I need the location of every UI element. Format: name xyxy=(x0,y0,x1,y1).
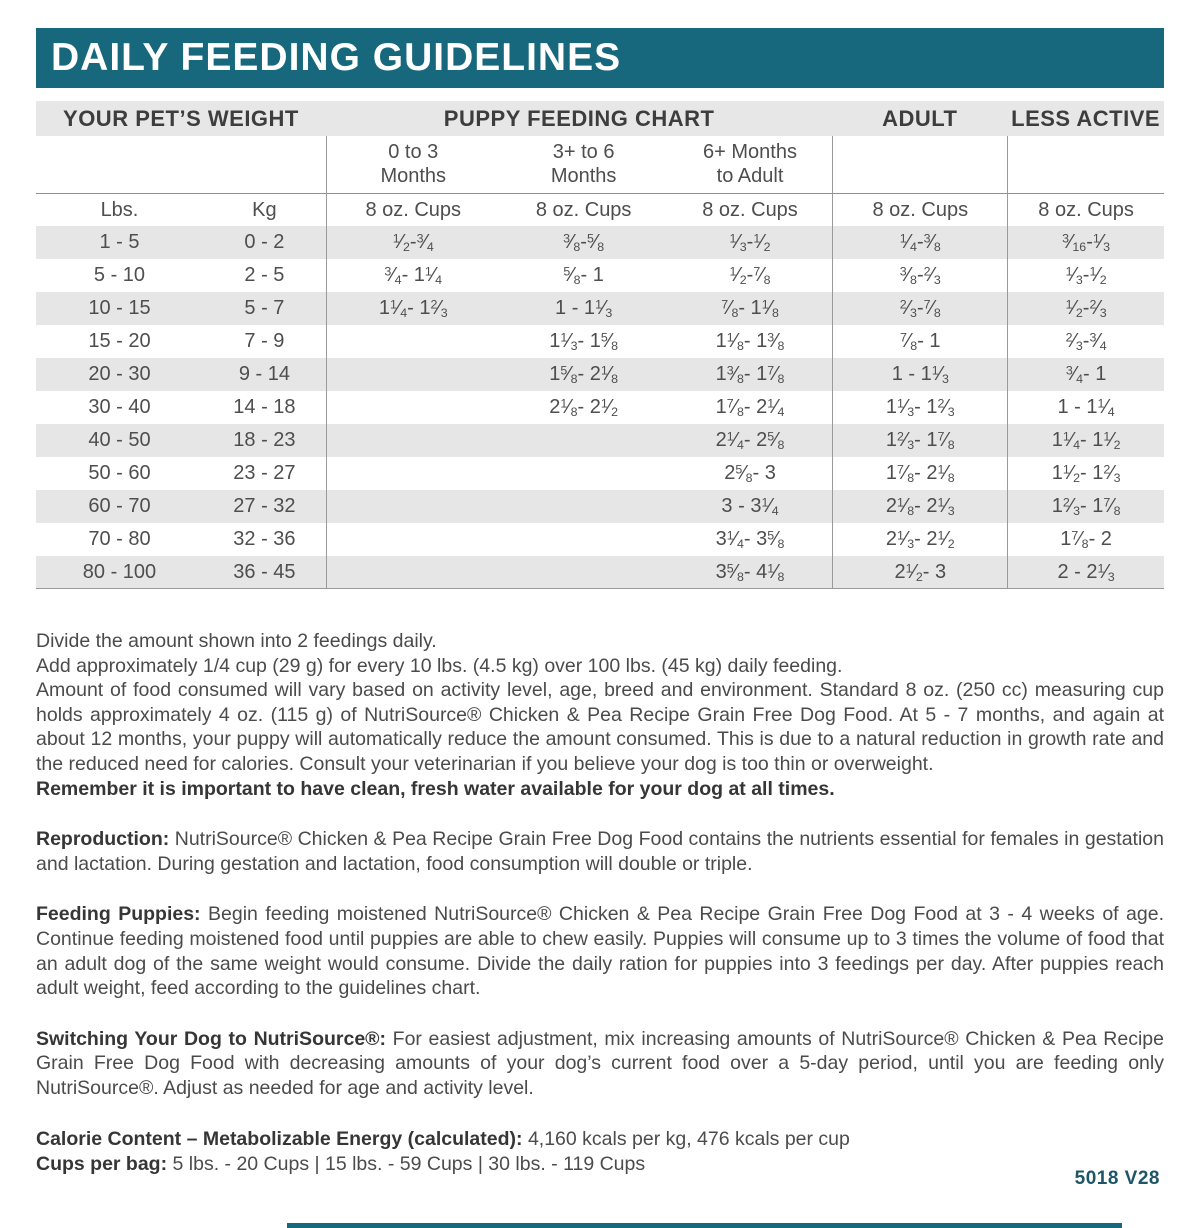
cell-m0_3: 1 $^1⁄_4$ - 1 $^2⁄_3$ xyxy=(326,292,500,325)
cell-adult: $^2⁄_3$ - $^7⁄_8$ xyxy=(832,292,1007,325)
cell-m0_3 xyxy=(326,424,500,457)
unit-header-kg: Kg xyxy=(203,193,326,226)
cell-m6_adult: 1 $^3⁄_8$ - 1 $^7⁄_8$ xyxy=(668,358,833,391)
period-6-months-adult: 6+ Months to Adult xyxy=(703,140,797,187)
cell-m6_adult: $^1⁄_3$ - $^1⁄_2$ xyxy=(668,226,833,259)
cell-m3_6: 1 - 1 $^1⁄_3$ xyxy=(500,292,668,325)
reproduction-text: NutriSource® Chicken & Pea Recipe Grain Free Dog Food contains the nutrients essential for females in gestation and lactation. During gestation and lactation, food consumption will double or triple. xyxy=(36,828,1164,875)
feeding-puppies-text: Begin feeding moistened NutriSource® Chicken & Pea Recipe Grain Free Dog Food at 3 - 4 weeks of age. Continue feeding moistened food until puppies are able to chew easily. Puppies will consume up to 3 times the volume of food that an adult dog of the same weight would consume. Divide the daily ration for puppies into 3 feedings per day. After puppies reach adult weight, feed according to the guidelines chart. xyxy=(36,903,1164,1000)
cell-m3_6: 1 $^5⁄_8$ - 2 $^1⁄_8$ xyxy=(500,358,668,391)
cell-lbs: 40 - 50 xyxy=(36,424,203,457)
cell-m0_3 xyxy=(326,457,500,490)
cell-m6_adult: 2 $^1⁄_4$ - 2 $^5⁄_8$ xyxy=(668,424,833,457)
cell-lbs: 5 - 10 xyxy=(93,264,146,286)
cell-kg: 23 - 27 xyxy=(233,462,296,484)
cups-per-bag-line xyxy=(36,1152,1164,1177)
cell-less_active: $^1⁄_3$ - $^1⁄_2$ xyxy=(1007,259,1164,292)
cell-m6_adult: 3 - 3 $^1⁄_4$ xyxy=(668,490,833,523)
group-header-pet-weight: YOUR PET’S WEIGHT xyxy=(63,105,299,131)
feeding-puppies-paragraph xyxy=(36,902,1164,1000)
switching-text: For easiest adjustment, mix increasing amounts of NutriSource® Chicken & Pea Recipe Grain Free Dog Food with decreasing amounts of your dog’s current food over a 5-day period, until you are feeding only NutriSource®. Adjust as needed for age and activity level. xyxy=(36,1027,1164,1099)
cell-kg: 5 - 7 xyxy=(203,292,326,325)
page-title-banner xyxy=(36,28,1164,88)
reproduction-lead: Reproduction: xyxy=(36,828,170,851)
group-header-puppy-chart: PUPPY FEEDING CHART xyxy=(443,105,715,131)
bottom-teal-strip xyxy=(287,1223,1122,1228)
cell-m0_3 xyxy=(326,325,500,358)
cell-adult: 1 $^7⁄_8$ - 2 $^1⁄_8$ xyxy=(832,457,1007,490)
calorie-content-text: 4,160 kcals per kg, 476 kcals per cup xyxy=(527,1127,850,1150)
water-reminder: Remember it is important to have clean, fresh water available for your dog at all times. xyxy=(36,777,835,800)
group-header-adult: ADULT xyxy=(882,105,958,131)
cell-adult: 2 $^1⁄_2$ - 3 xyxy=(832,556,1007,589)
cell-m0_3 xyxy=(326,358,500,391)
cell-m6_adult: 3 $^1⁄_4$ - 3 $^5⁄_8$ xyxy=(715,528,785,552)
feeding-guidelines-sheet xyxy=(0,28,1200,1177)
cell-less_active: 1 $^7⁄_8$ - 2 xyxy=(1007,523,1164,556)
cell-adult: 1 - 1 $^1⁄_3$ xyxy=(832,358,1007,391)
cell-m3_6 xyxy=(500,556,668,589)
cell-kg: 32 - 36 xyxy=(233,528,296,550)
cell-m3_6: 2 $^1⁄_8$ - 2 $^1⁄_2$ xyxy=(549,396,619,420)
cell-m6_adult: 3 $^5⁄_8$ - 4 $^1⁄_8$ xyxy=(668,556,833,589)
cell-lbs: 1 - 5 xyxy=(36,226,203,259)
page-title: DAILY FEEDING GUIDELINES xyxy=(51,36,622,79)
unit-header-3-6: 8 oz. Cups xyxy=(500,193,668,226)
cell-m0_3 xyxy=(326,523,500,556)
cell-m6_adult: $^1⁄_2$ - $^7⁄_8$ xyxy=(729,264,771,288)
cell-m0_3 xyxy=(326,391,500,424)
cell-less_active: $^2⁄_3$ - $^3⁄_4$ xyxy=(1007,325,1164,358)
cell-kg: 2 - 5 xyxy=(244,264,285,286)
cell-kg: 7 - 9 xyxy=(244,330,285,352)
cell-lbs: 10 - 15 xyxy=(36,292,203,325)
table-group-header-band xyxy=(36,101,1164,136)
unit-header-6-adult: 8 oz. Cups xyxy=(668,193,833,226)
cell-m0_3: $^3⁄_4$ - 1 $^1⁄_4$ xyxy=(326,259,500,292)
period-3-6-months: 3+ to 6 Months xyxy=(550,140,617,187)
cell-m0_3 xyxy=(326,556,500,589)
cell-less_active: $^3⁄_4$ - 1 xyxy=(1007,358,1164,391)
switching-paragraph xyxy=(36,1027,1164,1101)
cell-m0_3 xyxy=(326,490,500,523)
note-line-3: Amount of food consumed will vary based on activity level, age, breed and environment. Standard 8 oz. (250 cc) measuring cup holds approximately 4 oz. (115 g) of NutriSource® Chicken & Pea Recipe Grain Free Dog Food. At 5 - 7 months, and again at about 12 months, your puppy will automatically reduce the amount consumed. This is due to a natural reduction in growth rate and the reduced need for calories. Consult your veterinarian if you believe your dog is too thin or overweight. xyxy=(36,679,1164,775)
cups-per-bag-text: 5 lbs. - 20 Cups | 15 lbs. - 59 Cups | 30 lbs. - 119 Cups xyxy=(172,1152,646,1175)
reproduction-paragraph xyxy=(36,827,1164,876)
cell-less_active: 1 $^1⁄_4$ - 1 $^1⁄_2$ xyxy=(1007,424,1164,457)
cell-adult: 1 $^2⁄_3$ - 1 $^7⁄_8$ xyxy=(832,424,1007,457)
cell-less_active: 1 $^1⁄_2$ - 1 $^2⁄_3$ xyxy=(1007,457,1164,490)
cell-less_active: 2 - 2 $^1⁄_3$ xyxy=(1007,556,1164,589)
cell-m3_6 xyxy=(500,457,668,490)
period-blank-less-active xyxy=(1007,136,1164,193)
unit-header-0-3: 8 oz. Cups xyxy=(326,193,500,226)
period-0-3-months: 0 to 3 Months xyxy=(326,136,500,193)
cell-kg: 18 - 23 xyxy=(203,424,326,457)
cell-kg: 36 - 45 xyxy=(203,556,326,589)
calorie-content-block xyxy=(36,1127,1164,1177)
note-line-2: Add approximately 1/4 cup (29 g) for every 10 lbs. (4.5 kg) over 100 lbs. (45 kg) daily feeding. xyxy=(36,654,843,677)
note-line-1: Divide the amount shown into 2 feedings daily. xyxy=(36,630,437,652)
cell-lbs: 15 - 20 xyxy=(88,330,151,352)
feeding-puppies-lead: Feeding Puppies: xyxy=(36,903,201,926)
period-blank-adult xyxy=(832,136,1007,193)
cell-adult: 2 $^1⁄_3$ - 2 $^1⁄_2$ xyxy=(832,523,1007,556)
calorie-content-lead: Calorie Content – Metabolizable Energy (calculated): xyxy=(36,1127,523,1150)
cell-m3_6 xyxy=(500,490,668,523)
cell-lbs: 50 - 60 xyxy=(88,462,151,484)
cell-m3_6: $^3⁄_8$ - $^5⁄_8$ xyxy=(500,226,668,259)
document-code: 5018 V28 xyxy=(1074,1168,1160,1189)
cell-kg: 14 - 18 xyxy=(233,396,296,418)
cell-adult: 2 $^1⁄_8$ - 2 $^1⁄_3$ xyxy=(832,490,1007,523)
feeding-table xyxy=(36,136,1164,589)
cell-m6_adult: 2 $^5⁄_8$ - 3 xyxy=(724,462,776,486)
cell-less_active: $^1⁄_2$ - $^2⁄_3$ xyxy=(1007,292,1164,325)
cell-kg: 27 - 32 xyxy=(203,490,326,523)
cell-less_active: 1 - 1 $^1⁄_4$ xyxy=(1007,391,1164,424)
cell-lbs: 30 - 40 xyxy=(88,396,151,418)
cell-m3_6: 1 $^1⁄_3$ - 1 $^5⁄_8$ xyxy=(549,330,619,354)
cell-kg: 9 - 14 xyxy=(203,358,326,391)
cell-adult: 1 $^1⁄_3$ - 1 $^2⁄_3$ xyxy=(832,391,1007,424)
cell-m6_adult: 1 $^7⁄_8$ - 2 $^1⁄_4$ xyxy=(715,396,785,420)
cell-lbs: 60 - 70 xyxy=(36,490,203,523)
cell-kg: 0 - 2 xyxy=(203,226,326,259)
cell-less_active: $^3⁄_{16}$ - $^1⁄_3$ xyxy=(1007,226,1164,259)
switching-lead: Switching Your Dog to NutriSource®: xyxy=(36,1027,387,1050)
cups-per-bag-lead: Cups per bag: xyxy=(36,1152,168,1175)
cell-adult: $^3⁄_8$ - $^2⁄_3$ xyxy=(832,259,1007,292)
cell-m6_adult: $^7⁄_8$ - 1 $^1⁄_8$ xyxy=(668,292,833,325)
cell-adult: $^7⁄_8$ - 1 xyxy=(832,325,1007,358)
cell-adult: $^1⁄_4$ - $^3⁄_8$ xyxy=(832,226,1007,259)
period-blank-kg xyxy=(203,136,326,193)
cell-m6_adult: 1 $^1⁄_8$ - 1 $^3⁄_8$ xyxy=(715,330,785,354)
cell-lbs: 70 - 80 xyxy=(88,528,151,550)
cell-lbs: 80 - 100 xyxy=(36,556,203,589)
unit-header-adult: 8 oz. Cups xyxy=(832,193,1007,226)
cell-less_active: 1 $^2⁄_3$ - 1 $^7⁄_8$ xyxy=(1007,490,1164,523)
cell-lbs: 20 - 30 xyxy=(36,358,203,391)
feeding-notes xyxy=(36,629,1164,801)
cell-m3_6 xyxy=(500,523,668,556)
cell-m3_6 xyxy=(500,424,668,457)
calorie-content-line xyxy=(36,1127,1164,1152)
period-blank-lbs xyxy=(36,136,203,193)
cell-m0_3: $^1⁄_2$ - $^3⁄_4$ xyxy=(326,226,500,259)
unit-header-less-active: 8 oz. Cups xyxy=(1007,193,1164,226)
group-header-less-active: LESS ACTIVE xyxy=(1011,105,1161,131)
unit-header-lbs: Lbs. xyxy=(36,193,203,226)
cell-m3_6: $^5⁄_8$ - 1 xyxy=(563,264,604,288)
